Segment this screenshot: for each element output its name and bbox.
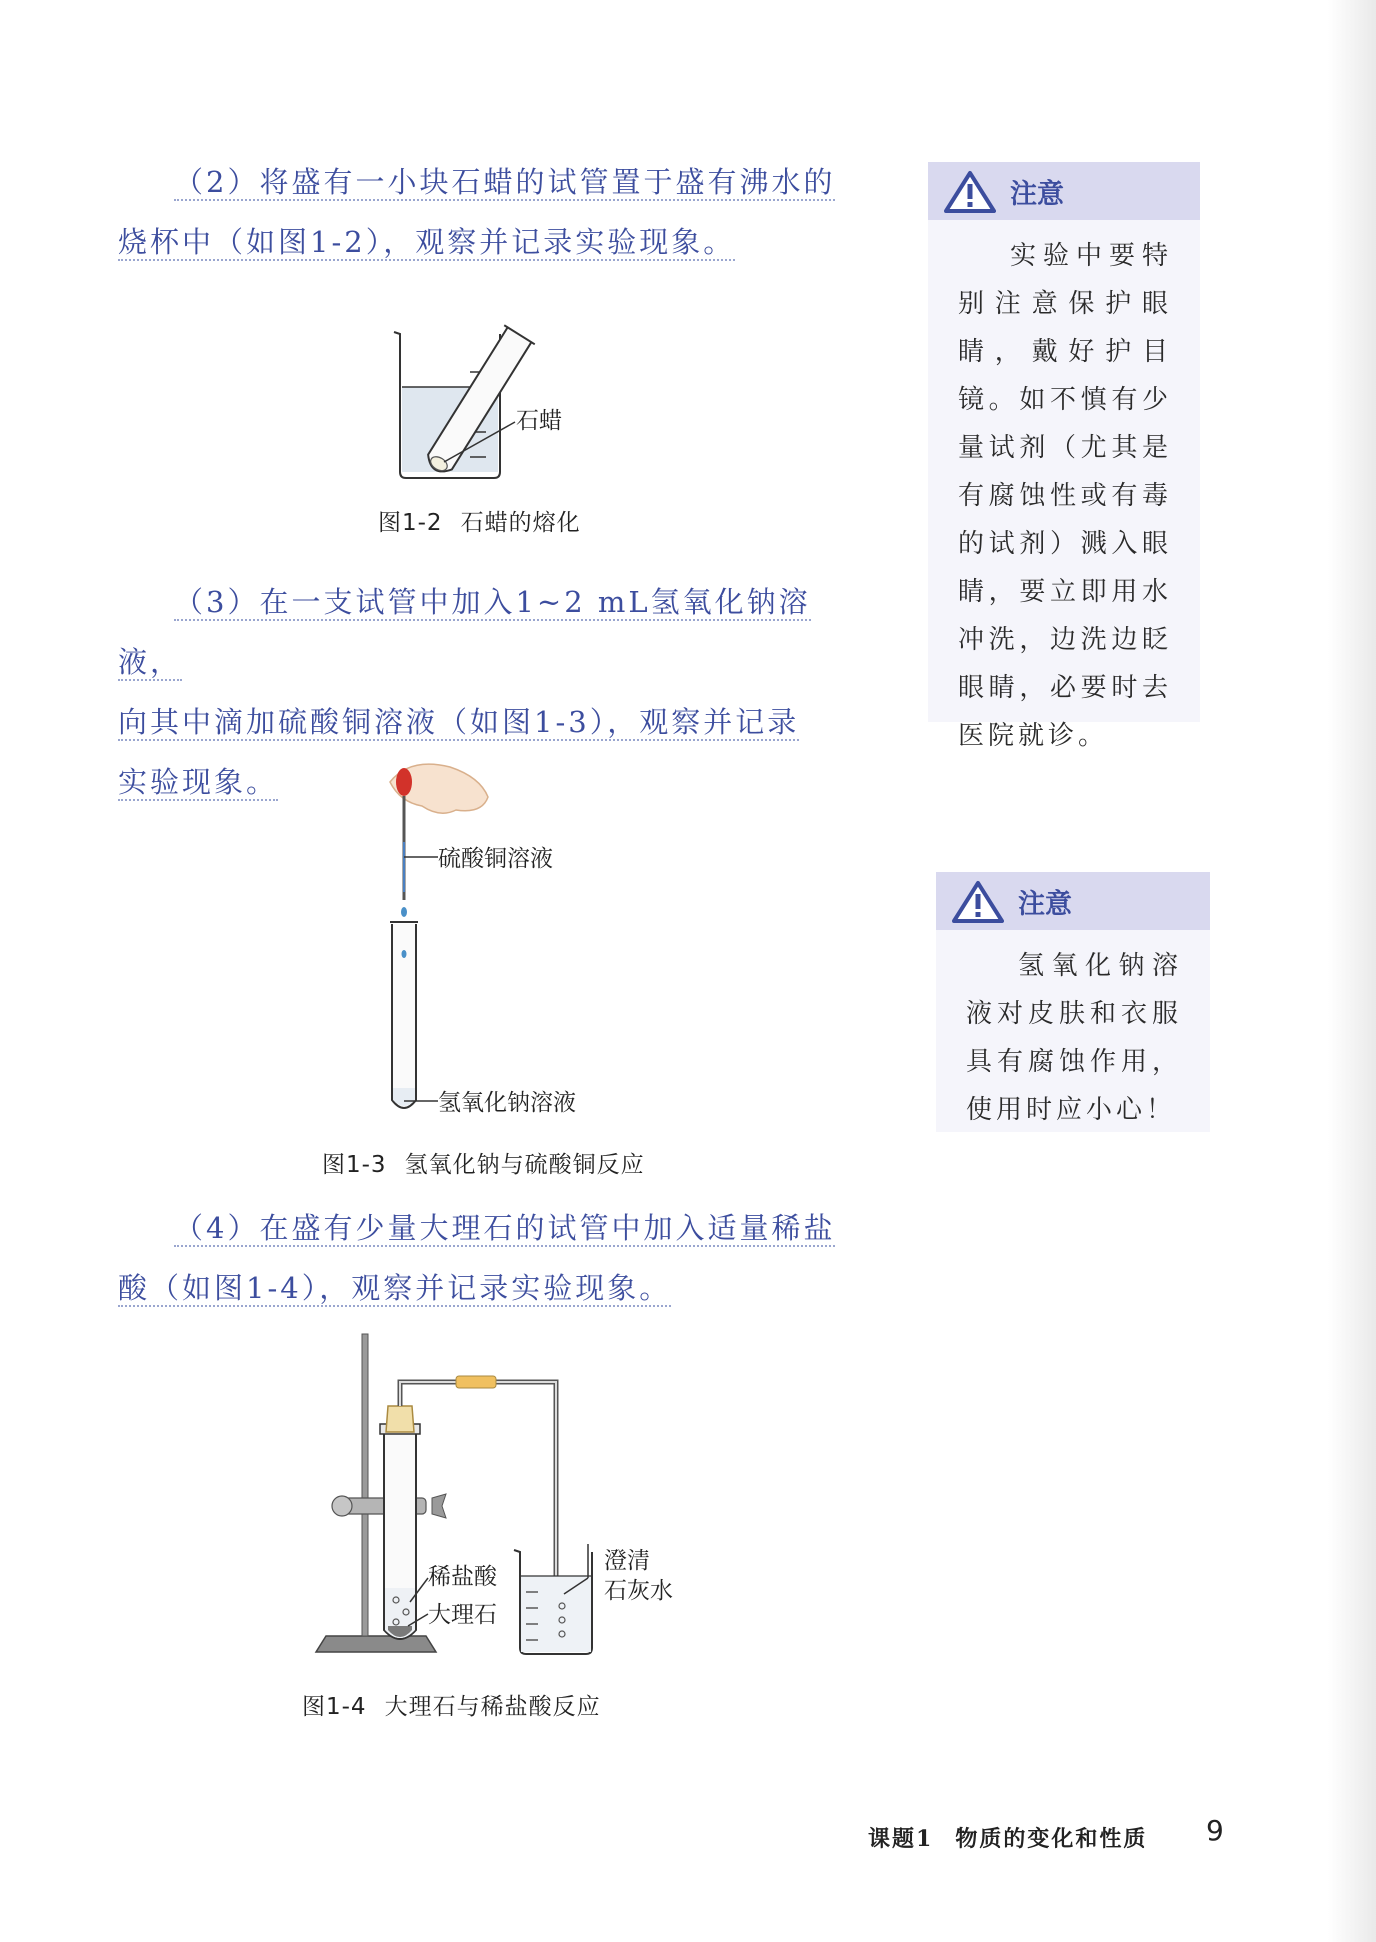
beaker-test-tube-figure bbox=[380, 292, 680, 492]
unit-label: 课题1 bbox=[868, 1826, 934, 1852]
note-text: 实验中要特别注意保护眼睛，戴好护目镜。如不慎有少量试剂（尤其是有腐蚀性或有毒的试剂）溅入眼睛，要立即用水冲洗，边洗边眨眼睛，必要时去医院就诊。 bbox=[958, 241, 1172, 751]
unit-title: 物质的变化和性质 bbox=[955, 1826, 1148, 1852]
note-title: 注意 bbox=[1010, 179, 1064, 210]
page-number: 9 bbox=[1206, 1814, 1224, 1847]
marble-label: 大理石 bbox=[428, 1602, 497, 1628]
limewater-label-line1: 澄清 bbox=[604, 1548, 650, 1574]
figure-number: 图1-2 bbox=[378, 510, 443, 536]
warning-icon bbox=[952, 880, 1004, 924]
limewater-label-line2: 石灰水 bbox=[604, 1578, 673, 1604]
figure-title: 大理石与稀盐酸反应 bbox=[384, 1694, 601, 1720]
figure-number: 图1-4 bbox=[302, 1694, 367, 1720]
running-footer bbox=[868, 1822, 1147, 1853]
naoh-label: 氢氧化钠溶液 bbox=[438, 1090, 576, 1116]
step-line: 向其中滴加硫酸铜溶液（如图1-3），观察并记录 bbox=[118, 705, 800, 739]
paraffin-label: 石蜡 bbox=[516, 408, 562, 434]
page-edge bbox=[1328, 0, 1376, 1942]
note-title: 注意 bbox=[1018, 889, 1072, 920]
step-2-text bbox=[118, 152, 838, 272]
dropper-test-tube-figure bbox=[370, 752, 510, 1132]
figure-1-2-caption bbox=[378, 504, 581, 537]
note-body bbox=[936, 930, 1210, 1148]
figure-number: 图1-3 bbox=[322, 1152, 387, 1178]
safety-note-eyes bbox=[928, 162, 1200, 751]
step-line: 酸（如图1-4），观察并记录实验现象。 bbox=[118, 1271, 672, 1305]
dilute-acid-label: 稀盐酸 bbox=[428, 1564, 497, 1590]
step-line: （2）将盛有一小块石蜡的试管置于盛有沸水的 bbox=[174, 165, 836, 199]
copper-leader-line bbox=[404, 852, 438, 862]
figure-title: 氢氧化钠与硫酸铜反应 bbox=[404, 1152, 645, 1178]
naoh-leader-line bbox=[404, 1096, 438, 1106]
step-4-text bbox=[118, 1198, 838, 1318]
step-line: 烧杯中（如图1-2），观察并记录实验现象。 bbox=[118, 225, 736, 259]
copper-sulfate-label: 硫酸铜溶液 bbox=[438, 846, 553, 872]
figure-1-3-caption bbox=[322, 1146, 645, 1179]
gas-generation-apparatus-figure bbox=[296, 1330, 716, 1670]
note-header bbox=[936, 872, 1210, 930]
step-line: （4）在盛有少量大理石的试管中加入适量稀盐 bbox=[174, 1211, 836, 1245]
warning-icon bbox=[944, 170, 996, 214]
note-header bbox=[928, 162, 1200, 220]
step-line: 实验现象。 bbox=[118, 765, 279, 799]
note-text: 氢氧化钠溶液对皮肤和衣服具有腐蚀作用，使用时应小心！ bbox=[966, 951, 1182, 1125]
safety-note-naoh bbox=[936, 872, 1210, 1132]
figure-title: 石蜡的熔化 bbox=[460, 510, 581, 536]
step-line: （3）在一支试管中加入1~2 mL氢氧化钠溶液， bbox=[118, 585, 811, 679]
note-body bbox=[928, 220, 1200, 774]
figure-1-4-caption bbox=[302, 1688, 601, 1721]
